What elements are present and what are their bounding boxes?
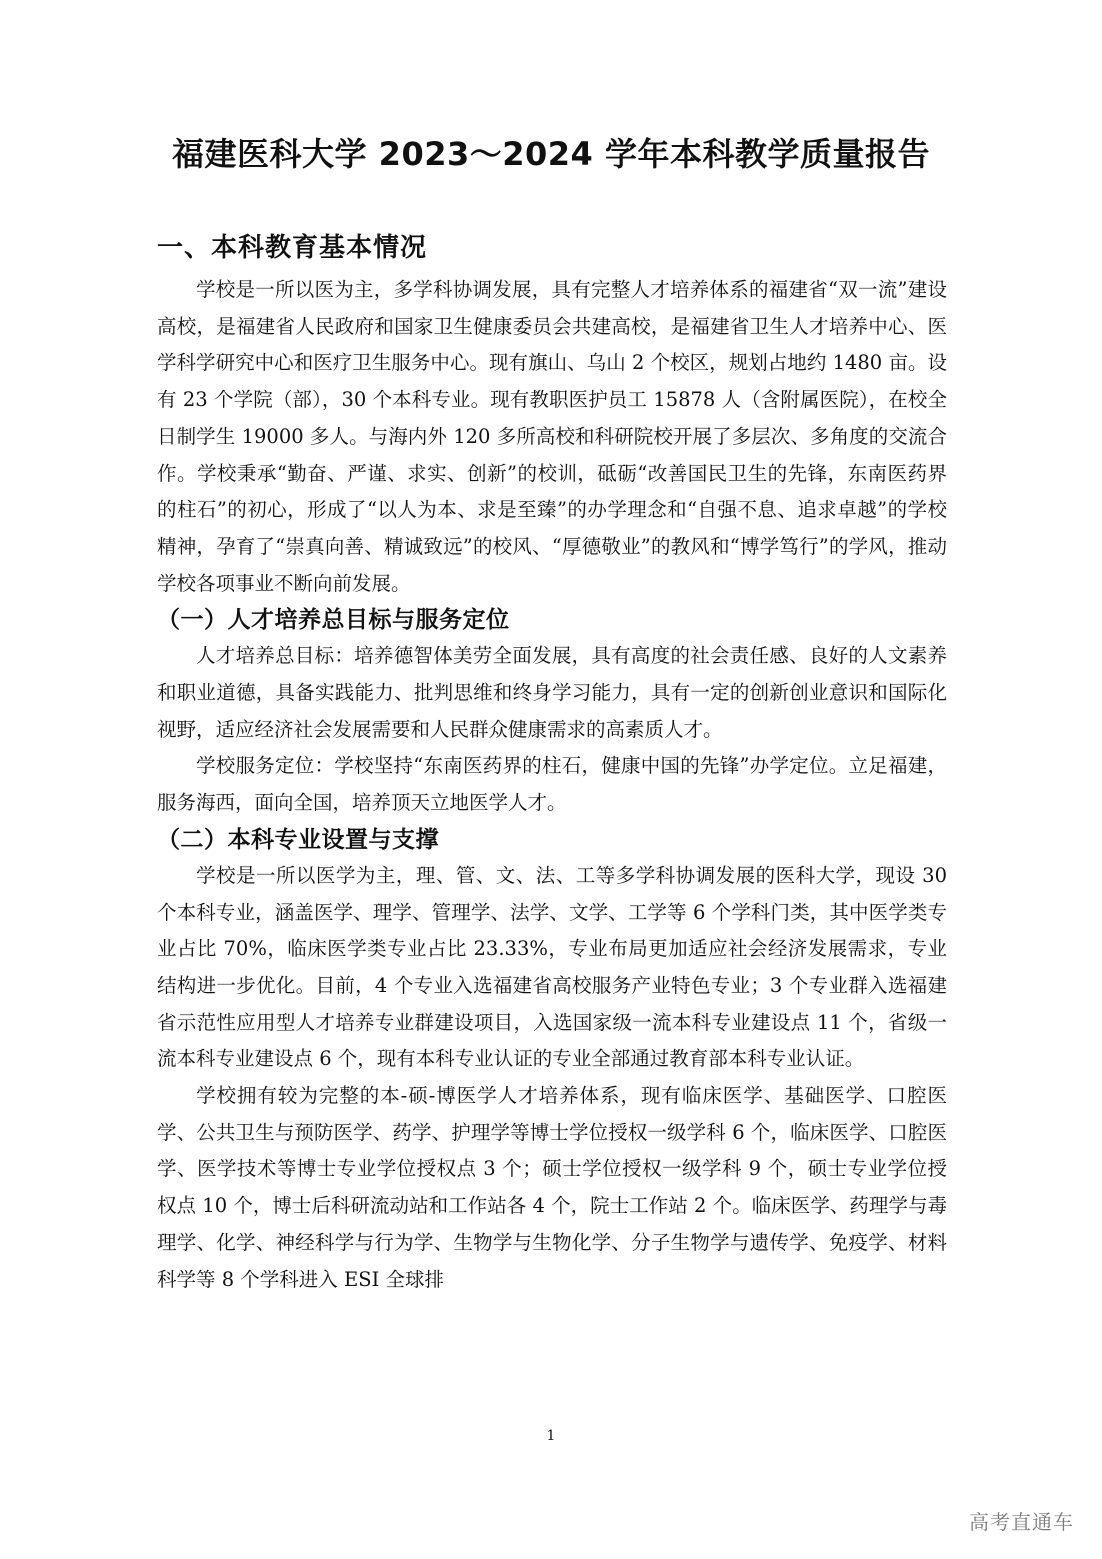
document-body — [157, 228, 947, 1298]
section-intro-paragraph: 学校是一所以医为主，多学科协调发展，具有完整人才培养体系的福建省“双一流”建设高校，是福建省人民政府和国家卫生健康委员会共建高校，是福建省卫生人才培养中心、医学科学研究中心和医疗卫生服务中心。现有旗山、乌山 2 个校区，规划占地约 1480 亩。设有 23 个学院（部），30 个本科专业。现有教职医护员工 15878 人（含附属医院），在校全日制学生 19000 多人。与海内外 120 多所高校和科研院校开展了多层次、多角度的交流合作。学校秉承“勤奋、严谨、求实、创新”的校训，砥砺“改善国民卫生的先锋，东南医药界的柱石”的初心，形成了“以人为本、求是至臻”的办学理念和“自强不息、追求卓越”的学校精神，孕育了“崇真向善、精诚致远”的校风、“厚德敬业”的教风和“博学笃行”的学风，推动学校各项事业不断向前发展。 — [157, 278, 947, 595]
document-title: 福建医科大学 2023～2024 学年本科教学质量报告 — [172, 135, 930, 173]
training-goal-paragraph: 人才培养总目标：培养德智体美劳全面发展，具有高度的社会责任感、良好的人文素养和职业道德，具备实践能力、批判思维和终身学习能力，具有一定的创新创业意识和国际化视野，适应经济社会发展需要和人民群众健康需求的高素质人才。 — [157, 644, 947, 741]
majors-paragraph: 学校是一所以医学为主，理、管、文、法、工等多学科协调发展的医科大学，现设 30 个本科专业，涵盖医学、理学、管理学、法学、文学、工学等 6 个学科门类，其中医学类专业占比 70%，临床医学类专业占比 23.33%，专业布局更加适应社会经济发展需求，专业结构进一步优化。目前，4 个专业入选福建省高校服务产业特色专业；3 个专业群入选福建省示范性应用型人才培养专业群建设项目，入选国家级一流本科专业建设点 11 个，省级一流本科专业建设点 6 个，现有本科专业认证的专业全部通过教育部本科专业认证。 — [157, 863, 947, 1071]
section-heading-basic-info: 一、本科教育基本情况 — [157, 233, 428, 263]
subsection-heading-training-goals: （一）人才培养总目标与服务定位 — [157, 607, 510, 634]
watermark: 高考直通车 — [969, 1510, 1074, 1534]
service-positioning-paragraph: 学校服务定位：学校坚持“东南医药界的柱石，健康中国的先锋”办学定位。立足福建，服务海西，面向全国，培养顶天立地医学人才。 — [157, 754, 947, 815]
subsection-heading-majors: （二）本科专业设置与支撑 — [157, 826, 439, 853]
page-number: 1 — [546, 1428, 556, 1444]
degree-system-paragraph: 学校拥有较为完整的本-硕-博医学人才培养体系，现有临床医学、基础医学、口腔医学、公共卫生与预防医学、药学、护理学等博士学位授权一级学科 6 个，临床医学、口腔医学、医学技术等博士专业学位授权点 3 个；硕士学位授权一级学科 9 个，硕士专业学位授权点 10 个，博士后科研流动站和工作站各 4 个，院士工作站 2 个。临床医学、药理学与毒理学、化学、神经科学与行为学、生物学与生物化学、分子生物学与遗传学、免疫学、材料科学等 8 个学科进入 ESI 全球排 — [157, 1084, 947, 1291]
